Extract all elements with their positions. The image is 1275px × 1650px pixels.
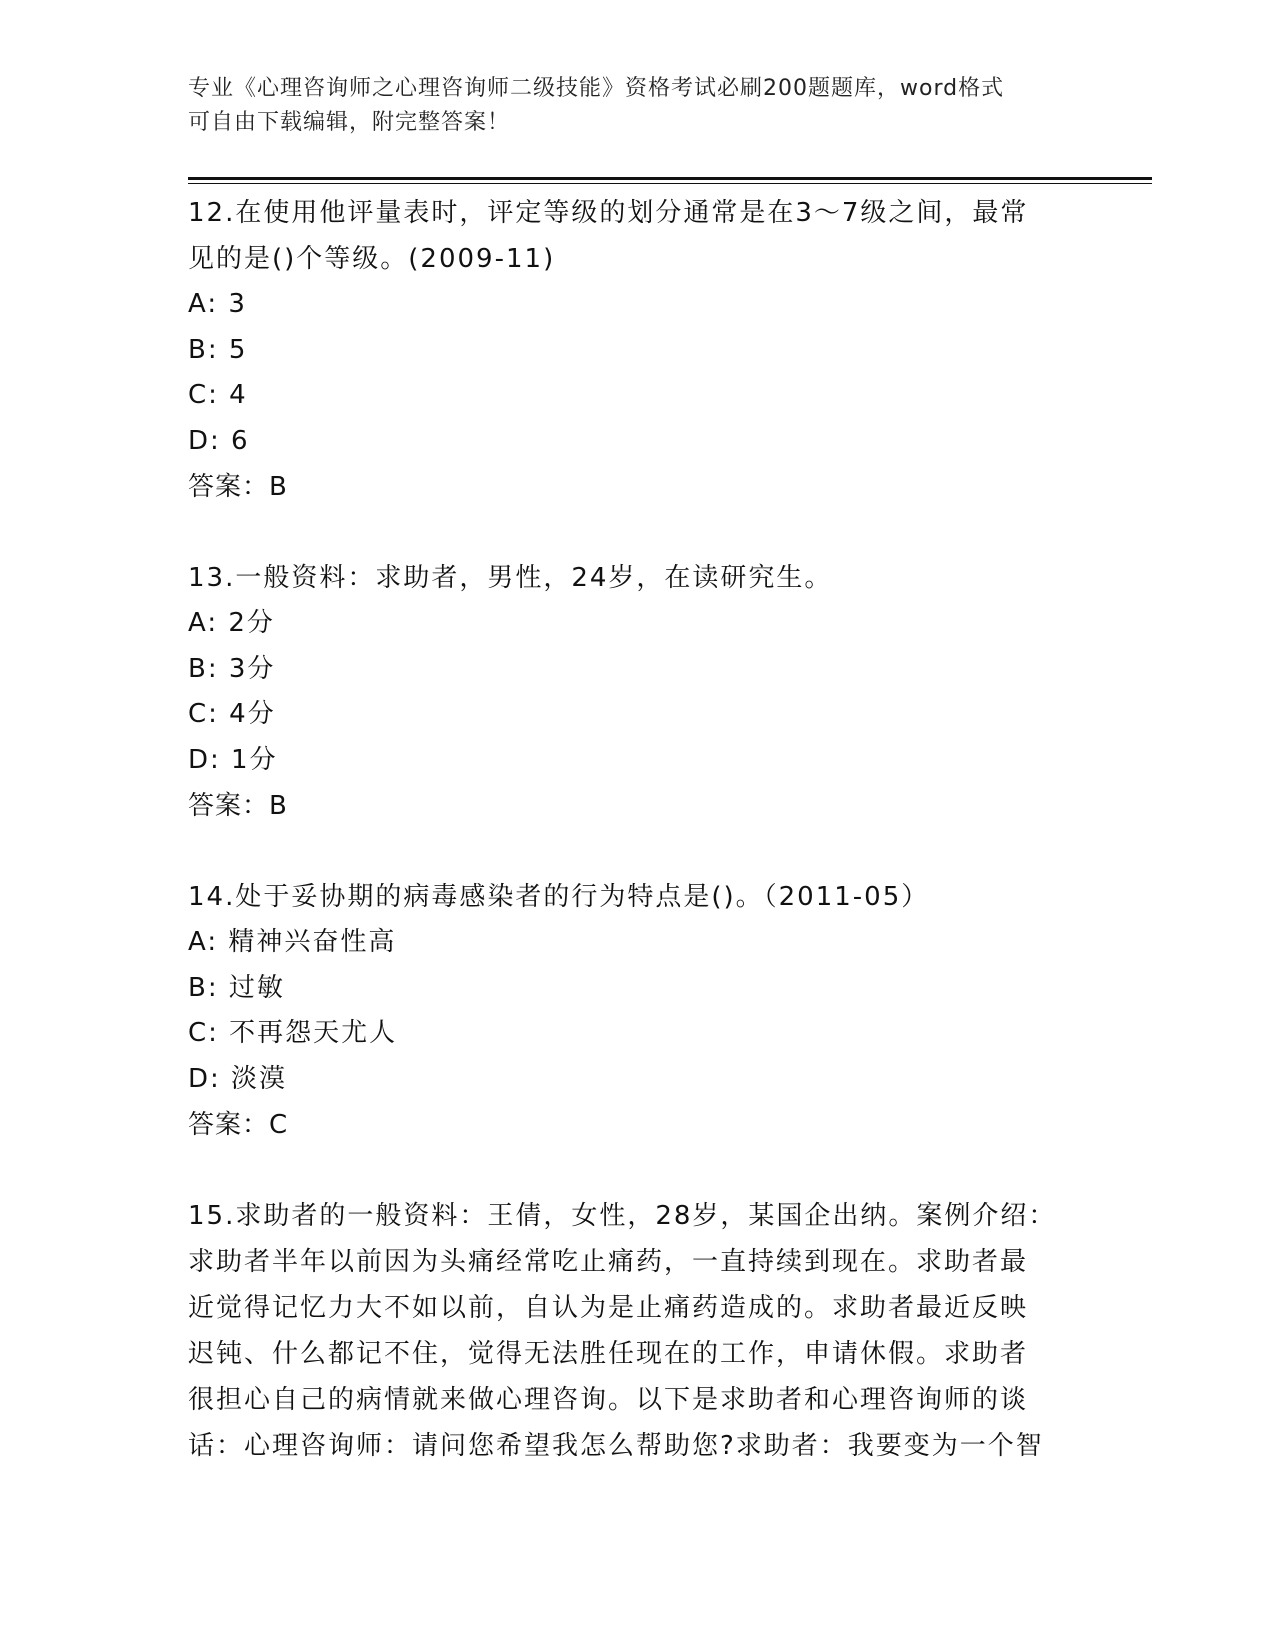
option-a: A: 精神兴奋性高: [188, 927, 397, 957]
question-13: [188, 555, 1068, 829]
header-line-1: 专业《心理咨询师之心理咨询师二级技能》资格考试必刷200题题库，word格式: [188, 76, 1005, 101]
option-d: D: 1分: [188, 744, 278, 775]
option-d: D: 6: [188, 425, 250, 456]
question-text-line: 话：心理咨询师：请问您希望我怎么帮助您?求助者：我要变为一个智: [188, 1431, 1044, 1461]
header-line-2: 可自由下载编辑，附完整答案！: [188, 110, 511, 135]
question-12: [188, 190, 1068, 510]
question-14: [188, 874, 1068, 1148]
option-d: D: 淡漠: [188, 1063, 288, 1094]
header-rule-thin: [188, 183, 1152, 184]
spacer: [188, 829, 1068, 874]
option-c: C: 4分: [188, 699, 276, 729]
document-header: [188, 72, 1088, 140]
option-a: A: 2分: [188, 608, 275, 638]
spacer: [188, 510, 1068, 555]
header-rule-thick: [188, 177, 1152, 180]
answer: 答案：C: [188, 1110, 289, 1140]
option-a: A: 3: [188, 289, 247, 319]
option-c: C: 4: [188, 380, 248, 410]
question-text-line: 近觉得记忆力大不如以前，自认为是止痛药造成的。求助者最近反映: [188, 1293, 1029, 1323]
question-list: [188, 190, 1068, 1469]
answer: 答案：B: [188, 791, 288, 821]
option-c: C: 不再怨天尤人: [188, 1018, 398, 1048]
question-text-line: 很担心自己的病情就来做心理咨询。以下是求助者和心理咨询师的谈: [188, 1385, 1029, 1415]
question-text-line: 14.处于妥协期的病毒感染者的行为特点是()。（2011-05）: [188, 882, 930, 912]
option-b: B: 3分: [188, 653, 276, 684]
question-text-line: 见的是()个等级。(2009-11): [188, 244, 556, 274]
spacer: [188, 1148, 1068, 1193]
question-text-line: 迟钝、什么都记不住，觉得无法胜任现在的工作，申请休假。求助者: [188, 1339, 1029, 1369]
option-b: B: 过敏: [188, 972, 285, 1003]
option-b: B: 5: [188, 334, 248, 365]
question-text-line: 12.在使用他评量表时，评定等级的划分通常是在3～7级之间，最常: [188, 198, 1029, 228]
question-text-line: 13.一般资料：求助者，男性，24岁，在读研究生。: [188, 563, 833, 593]
question-text-line: 求助者半年以前因为头痛经常吃止痛药，一直持续到现在。求助者最: [188, 1247, 1029, 1277]
question-text-line: 15.求助者的一般资料：王倩，女性，28岁，某国企出纳。案例介绍：: [188, 1201, 1057, 1231]
answer: 答案：B: [188, 472, 288, 502]
question-15: [188, 1193, 1068, 1469]
